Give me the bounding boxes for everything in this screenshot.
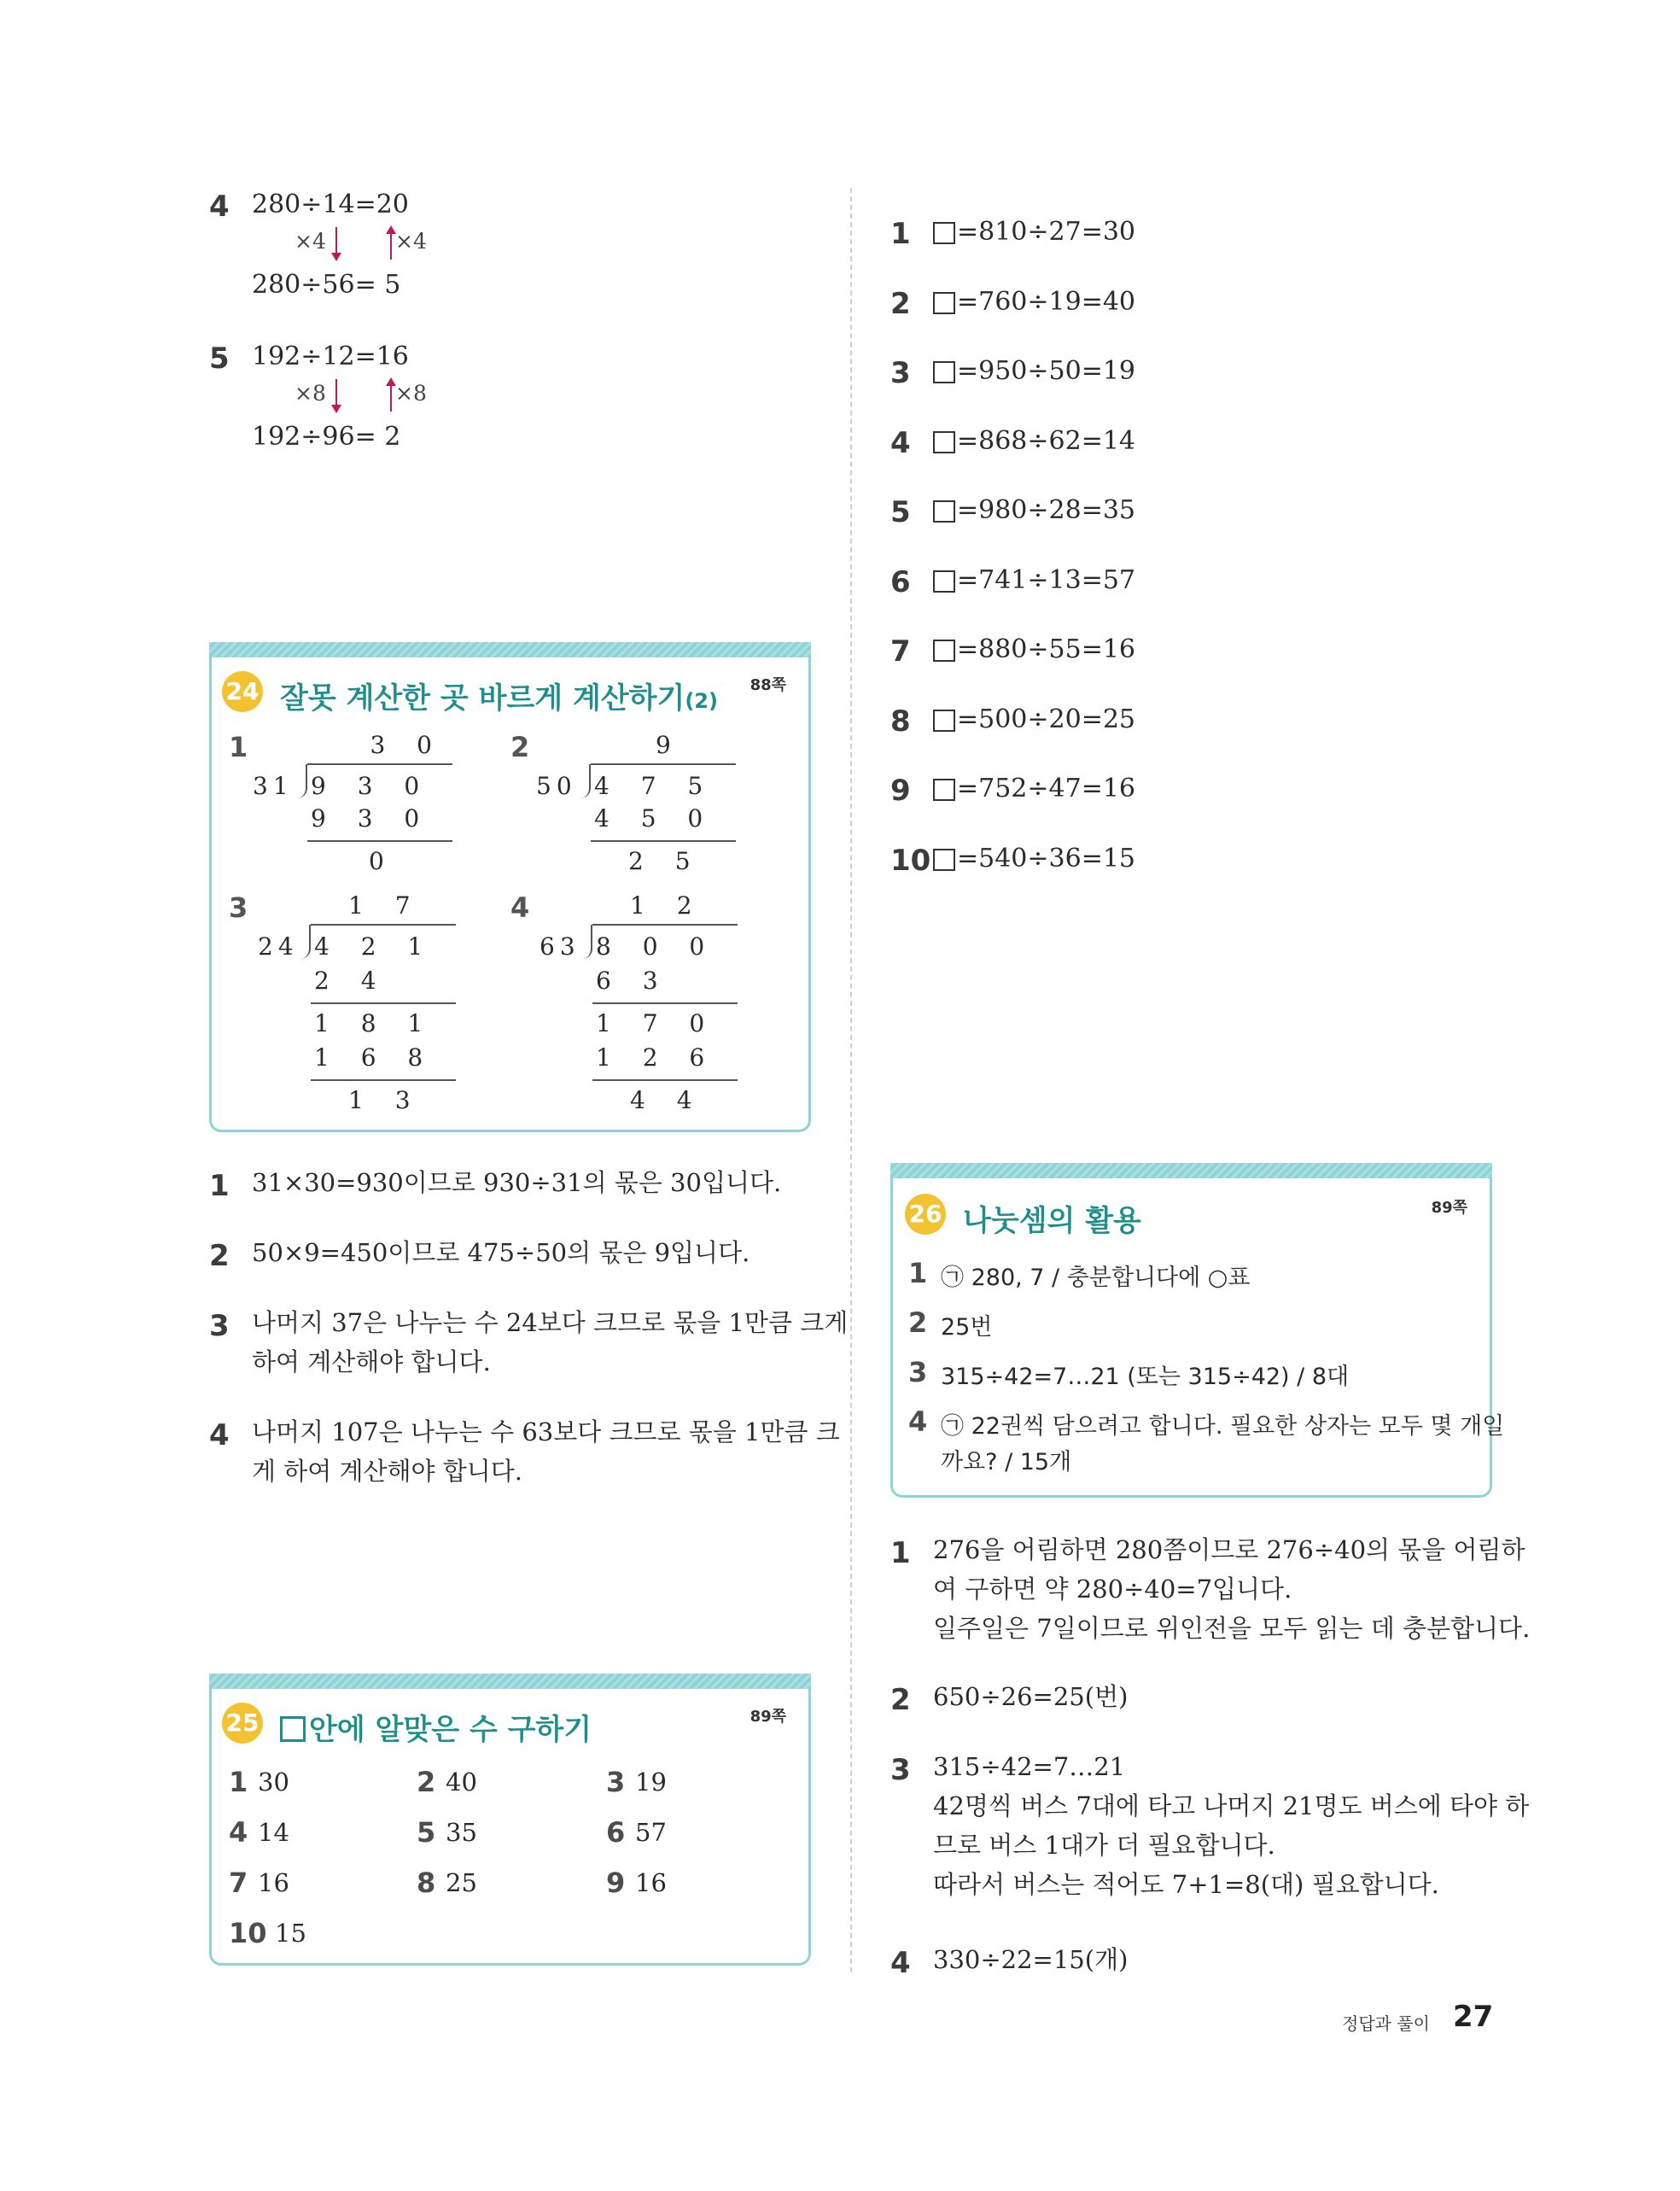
step: 6 3 [596,967,670,995]
card-title-text: 안에 알맞은 수 구하기 [309,1713,592,1747]
quotient: 1 7 [348,891,423,920]
item-number: 4 [890,425,911,460]
problem-label: 2 [510,731,530,763]
card-header-bar [209,1674,811,1689]
step: 9 3 0 [311,804,432,833]
card-item-text: 315÷42=7…21 (또는 315÷42) / 8대 [941,1364,1350,1390]
explanation-line: 따라서 버스는 적어도 7+1=8(대) 필요합니다. [933,1870,1439,1899]
division-bracket [300,925,311,959]
item-number: 3 [890,356,911,390]
explanation-line: 일주일은 7일이므로 위인전을 모두 읽는 데 충분합니다. [933,1614,1531,1643]
blank-box-icon [933,640,955,662]
explanation-line: 여 구하면 약 280÷40=7입니다. [933,1575,1292,1604]
card-26 [890,1163,1505,1498]
item-number: 4 [209,1418,230,1452]
card-item-text: 25번 [941,1314,993,1341]
answer-value: 16 [258,1868,289,1897]
equation-text: =950÷50=19 [957,356,1136,386]
division-bracket [580,764,591,798]
step-underline [592,1079,738,1081]
problem-label: 4 [510,891,530,924]
card-item-text-cont: 까요? / 15개 [941,1449,1072,1475]
answer-value: 25 [446,1868,477,1897]
remainder: 4 4 [630,1086,704,1114]
dividend: 4 7 5 [594,772,715,800]
divisor: 63 [540,932,580,961]
item-number: 5 [890,495,911,529]
explanation-line: 276을 어림하면 280쯤이므로 276÷40의 몫을 어림하 [933,1535,1525,1564]
card-item-number: 2 [908,1306,928,1339]
answer-number: 8 [417,1867,436,1899]
step-underline [311,1079,456,1081]
multiplier-left: ×4 [295,229,326,254]
problem-label: 3 [229,891,248,924]
answer-value: 14 [258,1818,289,1847]
card-title: 나눗셈의 활용 [963,1204,1141,1238]
quotient: 3 0 [370,731,444,759]
dividend: 9 3 0 [311,772,432,800]
item-number: 2 [890,1683,911,1717]
item-number: 1 [209,1169,230,1203]
blank-box-icon [933,500,955,523]
answer-number: 9 [606,1867,626,1899]
equation-text: =500÷20=25 [957,704,1136,734]
explanation-line: 315÷42=7…21 [933,1752,1126,1781]
card-item-text: ㉠ 280, 7 / 충분합니다에 ○표 [941,1265,1251,1291]
page-number: 27 [1453,2000,1494,2034]
card-item-number: 3 [908,1356,928,1388]
blank-box-icon [933,779,955,801]
blank-box-icon [933,431,955,453]
answer-value: 57 [635,1818,667,1847]
answer-number: 3 [606,1766,626,1798]
step-underline [591,840,736,842]
equation-text: =868÷62=14 [957,425,1136,456]
item-number: 9 [890,774,911,808]
quotient: 1 2 [630,891,704,920]
equation-text: =760÷19=40 [957,286,1136,317]
card-title-suffix: (2) [685,689,718,713]
card-24 [209,642,811,1132]
explanation-line: 므로 버스 1대가 더 필요합니다. [933,1831,1275,1860]
step: 4 5 0 [594,804,715,833]
equation-text: =741÷13=57 [957,564,1136,595]
equation-text: =752÷47=16 [957,774,1136,803]
item-number: 1 [890,217,911,251]
arrow-up-icon [390,227,392,260]
blank-box-icon [933,292,955,314]
page-reference: 89쪽 [1431,1199,1467,1217]
equation-line-1: 192÷12=16 [252,342,409,371]
step-underline [307,840,452,842]
multiplier-left: ×8 [295,381,326,406]
remainder: 2 5 [628,847,703,875]
remainder: 1 3 [348,1086,423,1114]
badge-number: 25 [222,1703,263,1744]
step-underline [311,1002,456,1004]
divisor: 24 [258,932,299,961]
blank-box-icon [933,361,955,383]
answer-number: 7 [229,1867,248,1899]
step: 1 6 8 [314,1043,435,1072]
dividend: 4 2 1 [314,932,435,961]
card-title-text: 잘못 계산한 곳 바르게 계산하기 [280,681,685,716]
item-number: 1 [890,1536,911,1570]
division-bar [591,763,736,765]
answer-value: 30 [258,1767,289,1797]
problem-label: 1 [229,731,248,763]
answer-value: 15 [275,1919,306,1948]
explanation-text: 나머지 107은 나누는 수 63보다 크므로 몫을 1만큼 크 [252,1417,840,1446]
step: 1 8 1 [314,1009,435,1037]
explanation-text-cont: 게 하여 계산해야 합니다. [252,1457,523,1486]
division-bar [311,924,456,926]
step: 2 4 [314,967,388,995]
blank-box-icon [933,710,955,732]
explanation-text: 31×30=930이므로 930÷31의 몫은 30입니다. [252,1168,782,1197]
card-item-text: ㉠ 22권씩 담으려고 합니다. 필요한 상자는 모두 몇 개일 [941,1413,1505,1440]
explanation-line: 330÷22=15(개) [933,1945,1129,1974]
answer-number: 6 [606,1816,626,1849]
item-number: 6 [890,564,911,599]
multiplier-right: ×4 [395,229,427,254]
step-underline [592,1002,738,1004]
top-left-item-5 [209,338,465,458]
card-header-bar [209,642,811,657]
arrow-up-icon [390,379,392,412]
answer-number: 2 [417,1766,436,1798]
answer-number: 10 [229,1917,267,1949]
answer-value: 40 [446,1767,477,1797]
answer-number: 1 [229,1766,248,1798]
item-number: 3 [209,1309,230,1343]
equation-line-1: 280÷14=20 [252,190,409,219]
blank-box-icon [280,1716,306,1742]
top-left-item-4 [209,186,465,306]
blank-box-icon [933,849,955,871]
card-header-bar [890,1163,1492,1178]
item-number: 10 [890,843,931,878]
card-item-number: 1 [908,1257,928,1289]
quotient: 9 [656,731,683,759]
badge-number: 26 [905,1194,946,1235]
answer-value: 16 [635,1868,667,1897]
divisor: 50 [536,772,577,800]
explanation-text: 나머지 37은 나누는 수 24보다 크므로 몫을 1만큼 크게 [252,1308,849,1337]
equation-line-2: 280÷56= 5 [252,270,401,300]
item-number: 8 [890,704,911,739]
arrow-down-icon [335,227,337,260]
equation-text: =540÷36=15 [957,843,1136,873]
card-title [280,675,718,716]
dividend: 8 0 0 [596,932,717,961]
answer-value: 19 [635,1767,667,1797]
badge-number: 24 [222,671,263,712]
step: 1 7 0 [596,1009,717,1037]
item-number: 4 [890,1946,911,1980]
explanation-text: 50×9=450이므로 475÷50의 몫은 9입니다. [252,1238,750,1267]
item-number: 2 [890,286,911,321]
explanation-line: 42명씩 버스 7대에 타고 나머지 21명도 버스에 타야 하 [933,1791,1530,1820]
card-item-number: 4 [908,1405,928,1438]
blank-box-icon [933,222,955,244]
column-divider [850,188,852,1972]
item-number: 2 [209,1239,230,1273]
divisor: 31 [253,772,294,800]
answer-number: 5 [417,1816,436,1849]
answer-number: 4 [229,1816,248,1849]
equation-text: =980÷28=35 [957,495,1136,525]
page-reference: 88쪽 [750,676,786,694]
explanation-line: 650÷26=25(번) [933,1682,1129,1711]
equation-line-2: 192÷96= 2 [252,422,401,452]
division-bar [592,924,738,926]
page-reference: 89쪽 [750,1708,786,1726]
remainder: 0 [369,847,396,875]
item-number: 7 [890,634,911,669]
item-number: 5 [209,342,230,376]
card-25 [209,1674,811,1966]
card-title [280,1706,592,1748]
division-bracket [297,764,307,798]
footer-label: 정답과 풀이 [1342,2013,1430,2034]
step: 1 2 6 [596,1043,717,1072]
arrow-down-icon [335,379,337,412]
division-bracket [582,925,592,959]
division-bar [307,763,452,765]
item-number: 4 [209,190,230,224]
answer-value: 35 [446,1818,477,1847]
equation-text: =810÷27=30 [957,217,1136,247]
item-number: 3 [890,1753,911,1787]
multiplier-right: ×8 [395,381,427,406]
blank-box-icon [933,570,955,593]
explanation-text-cont: 하여 계산해야 합니다. [252,1347,491,1376]
equation-text: =880÷55=16 [957,634,1136,664]
